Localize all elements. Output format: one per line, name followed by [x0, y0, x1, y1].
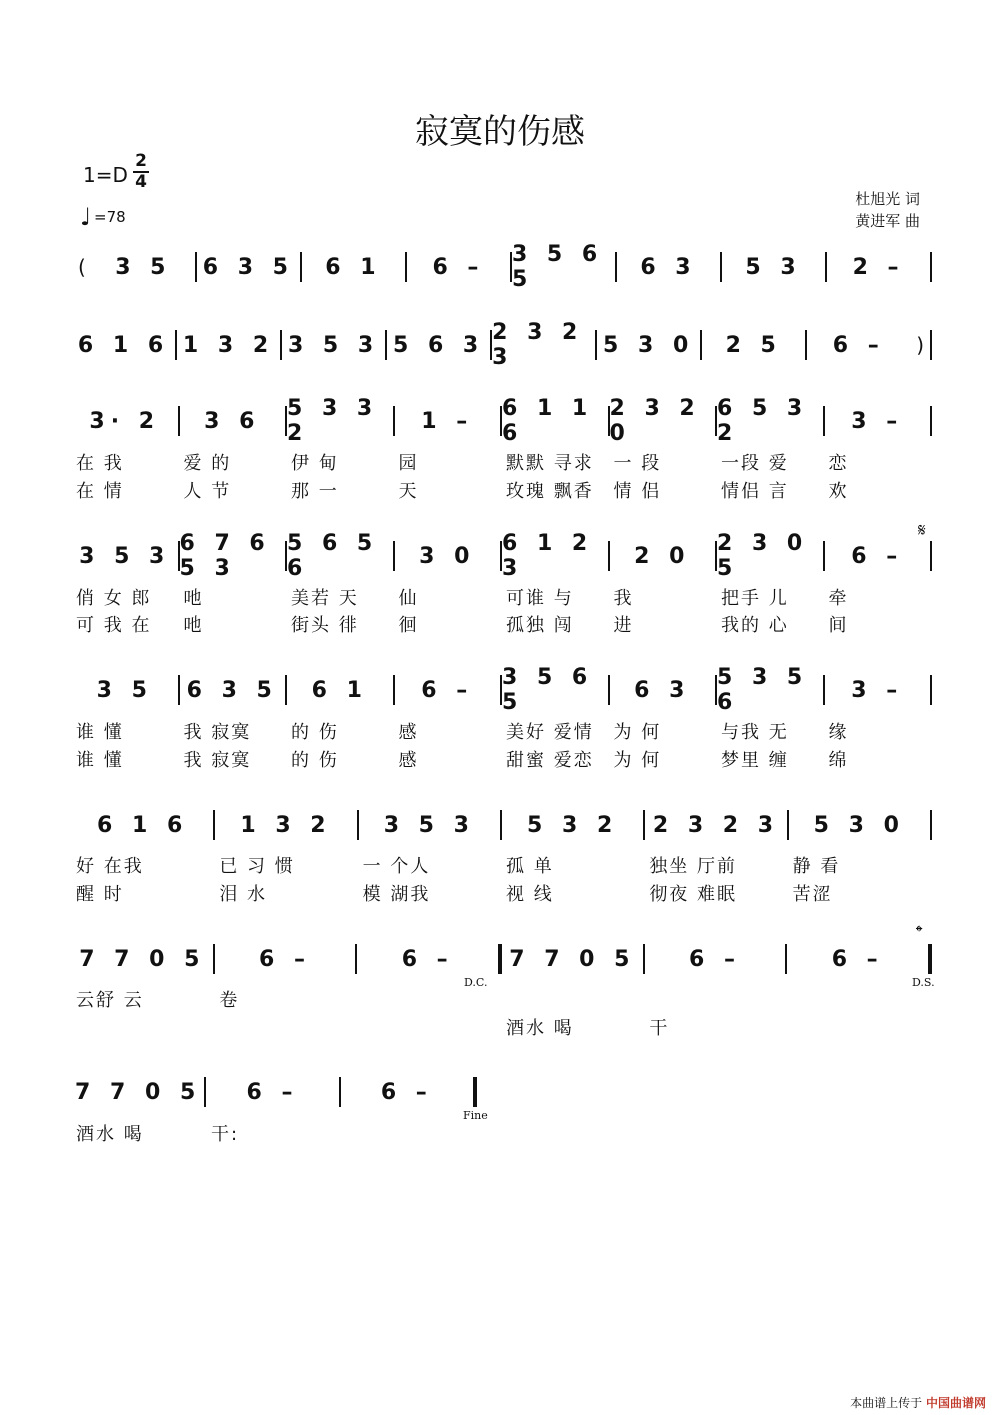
lyric: 间	[828, 615, 849, 636]
measure: 5 3 0	[813, 812, 905, 838]
lyric: 醒 时	[76, 884, 124, 905]
measure: 6 1 6	[97, 812, 189, 838]
lyric: 可 我 在	[76, 615, 152, 636]
measure: 6 –	[851, 543, 904, 569]
measure: 3 5 3	[79, 543, 171, 569]
lyric: 酒水 喝	[505, 1018, 574, 1039]
lyric: 谁 懂	[76, 750, 124, 771]
lyric: 一 段	[613, 453, 662, 474]
coda-icon: 𝄌	[916, 922, 923, 943]
segno-icon: 𝄋	[918, 520, 926, 541]
lyric: 情 侣	[613, 481, 662, 502]
lyrics-verse-1	[72, 1120, 477, 1146]
measure: 7 7 0 5	[509, 946, 636, 972]
measure: 1 –	[421, 408, 474, 434]
measure: 3 0	[419, 543, 476, 569]
lyric: 甜蜜 爱恋	[506, 750, 594, 771]
time-sig-bottom: 4	[135, 172, 147, 192]
lyric: 进	[613, 615, 634, 636]
lyric: 仙	[398, 588, 419, 609]
score-row-2	[72, 320, 932, 370]
measure: 3 –	[851, 408, 904, 434]
footer-site[interactable]: 中国曲谱网	[925, 1396, 986, 1410]
time-signature	[133, 153, 149, 191]
lyric: 一 个人	[362, 856, 431, 877]
lyric: 为 何	[613, 722, 662, 743]
lyric: 情侣 言	[721, 481, 789, 502]
lyric: 欢	[828, 481, 849, 502]
measure: 6 1 1 6	[502, 396, 594, 446]
lyric: 玫瑰 飘香	[506, 481, 594, 502]
lyric: 伊 甸	[291, 453, 339, 474]
lyric: 视 线	[505, 884, 554, 905]
lyric: 孤 单	[505, 856, 554, 877]
lyric: 苦涩	[792, 884, 833, 905]
lyric: 绵	[828, 750, 849, 771]
lyric: 的 伤	[291, 750, 339, 771]
composer-credit: 黄进军 曲	[855, 212, 920, 230]
measure: 7 7 0 5	[79, 946, 206, 972]
lyric	[359, 1014, 502, 1040]
lyrics-verse-2	[72, 746, 932, 772]
measure: 6 7 6 5 3	[179, 531, 271, 581]
measure: 1 3 2	[182, 332, 275, 358]
measure: 6 –	[246, 1079, 299, 1105]
lyric: 一段 爱	[721, 453, 789, 474]
measure: 5 3 0	[603, 332, 695, 358]
measure: 6 1 6	[77, 332, 170, 358]
footer	[850, 1394, 986, 1411]
measure: 2 3 2 3	[492, 320, 584, 370]
lyrics-verse-1	[72, 449, 932, 475]
lyric: 默默 寻求	[506, 453, 594, 474]
lyrics-verse-1	[72, 718, 932, 744]
measure: 6 –	[832, 332, 885, 358]
lyrics-verse-1	[72, 852, 932, 878]
lyric	[72, 1014, 215, 1040]
lyric: 的 伤	[291, 722, 339, 743]
lyric: 谁 懂	[76, 722, 124, 743]
lyric: 在 我	[76, 453, 124, 474]
lyrics-verse-2	[72, 611, 932, 637]
measure: 2 –	[852, 254, 905, 280]
score-row-8	[72, 1075, 477, 1109]
lyric: 缘	[828, 722, 849, 743]
lyric: 已 习 惯	[219, 856, 295, 877]
measure: 5 3	[745, 254, 802, 280]
lyric: 梦里 缠	[721, 750, 789, 771]
measure: 6 –	[401, 946, 454, 972]
time-sig-top: 2	[135, 151, 147, 171]
measure: 3 5 6 5	[502, 665, 594, 715]
measure: 2 0	[634, 543, 691, 569]
score-row-6	[72, 808, 932, 842]
measure: 2 3 2 0	[609, 396, 701, 446]
measure: 5 3 5 6	[717, 665, 809, 715]
lyrics-verse-2	[72, 477, 932, 503]
measure: 6 –	[831, 946, 884, 972]
score-row-1	[72, 242, 932, 292]
lyric: 可谁 与	[506, 588, 574, 609]
page-title: 寂寞的伤感	[415, 112, 585, 152]
lyric: 泪 水	[219, 884, 268, 905]
lyric: 美好 爱情	[506, 722, 594, 743]
measure: 6 –	[432, 254, 485, 280]
measure: 6 –	[259, 946, 311, 972]
lyricist-credit: 杜旭光 词	[855, 190, 920, 208]
measure: 6 1	[325, 254, 382, 280]
lyric: 吔	[183, 615, 204, 636]
lyric: 在 情	[76, 481, 124, 502]
measure: 3 5 3	[383, 812, 475, 838]
lyric: 恋	[828, 453, 849, 474]
lyrics-verse-1	[72, 584, 932, 610]
lyrics-verse-2	[72, 1014, 932, 1040]
lyric: 感	[398, 722, 419, 743]
lyric	[359, 986, 502, 1012]
lyric: 独坐 厅前	[649, 856, 738, 877]
lyric: 卷	[219, 990, 240, 1011]
lyric: 我	[613, 588, 634, 609]
lyric	[342, 1120, 477, 1146]
measure: 6 –	[689, 946, 741, 972]
lyric: 俏 女 郎	[76, 588, 152, 609]
lyric: 感	[398, 750, 419, 771]
lyric: 干	[649, 1018, 670, 1039]
lyric: 美若 天	[291, 588, 359, 609]
measure: 2 3 0 5	[717, 531, 809, 581]
lyric: 我 寂寞	[183, 722, 252, 743]
measure: 2 3 2 3	[652, 812, 780, 838]
score-row-7	[72, 942, 932, 976]
lyric: 模 湖我	[362, 884, 431, 905]
measure: 3 5	[96, 677, 153, 703]
lyric: 彻夜 难眠	[649, 884, 738, 905]
score-row-3	[72, 396, 932, 446]
lyrics-verse-2	[72, 880, 932, 906]
key-signature: 1=D	[83, 163, 128, 187]
lyric: 那 一	[291, 481, 339, 502]
measure: 5 3 3 2	[287, 396, 379, 446]
measure: 5 6 5 6	[287, 531, 379, 581]
measure: 6 3	[634, 677, 691, 703]
lyric: 为 何	[613, 750, 662, 771]
lyric: 我 寂寞	[183, 750, 252, 771]
measure: 6 3	[640, 254, 697, 280]
lyric: 干:	[211, 1124, 240, 1145]
lyric: 孤独 闯	[506, 615, 574, 636]
lyric: 静 看	[792, 856, 841, 877]
score-row-4	[72, 531, 932, 581]
lyric: 云舒 云	[76, 990, 144, 1011]
lyric: 爱 的	[183, 453, 232, 474]
measure: 6 3 5	[186, 677, 278, 703]
lyrics-verse-1	[72, 986, 932, 1012]
measure: 3 –	[851, 677, 904, 703]
lyric: 街头 徘	[291, 615, 359, 636]
lyric: 与我 无	[721, 722, 789, 743]
dc-marking: D.C.	[464, 976, 488, 989]
lyric: 人 节	[183, 481, 232, 502]
lyric: 酒水 喝	[76, 1124, 144, 1145]
measure: 3· 2	[89, 408, 161, 434]
lyric: 园	[398, 453, 419, 474]
measure: 2 5	[725, 332, 782, 358]
measure: 1 3 2	[240, 812, 332, 838]
measure: 3 5	[115, 254, 172, 280]
open-parenthesis: (	[78, 255, 86, 279]
lyric: 徊	[398, 615, 419, 636]
tempo: =78	[94, 208, 126, 226]
measure: 3 5 3	[287, 332, 380, 358]
measure: 7 7 0 5	[75, 1079, 202, 1105]
lyric	[789, 986, 932, 1012]
fine-marking: Fine	[463, 1109, 488, 1122]
measure: 5 3 2	[527, 812, 619, 838]
measure: 6 –	[421, 677, 474, 703]
lyric: 好 在我	[76, 856, 144, 877]
ds-marking: D.S.	[912, 976, 935, 989]
footer-text: 本曲谱上传于	[850, 1396, 923, 1410]
measure: 6 5 3 2	[717, 396, 809, 446]
score-row-5	[72, 665, 932, 715]
measure: 6 1	[311, 677, 368, 703]
lyric	[645, 986, 788, 1012]
measure: 6 1 2 3	[502, 531, 594, 581]
measure: 3 6	[204, 408, 261, 434]
lyric	[502, 986, 645, 1012]
measure: 6 –	[380, 1079, 433, 1105]
lyric: 吔	[183, 588, 204, 609]
measure: 5 6 3	[392, 332, 485, 358]
lyric: 把手 儿	[721, 588, 789, 609]
lyric: 牵	[828, 588, 849, 609]
lyric: 我的 心	[721, 615, 789, 636]
quarter-note-icon: ♩	[80, 203, 92, 231]
close-parenthesis: )	[916, 333, 925, 357]
lyric: 天	[398, 481, 419, 502]
measure: 3 5 6 5	[511, 242, 604, 292]
lyric	[215, 1014, 358, 1040]
lyric	[789, 1014, 932, 1040]
measure: 6 3 5	[202, 254, 294, 280]
